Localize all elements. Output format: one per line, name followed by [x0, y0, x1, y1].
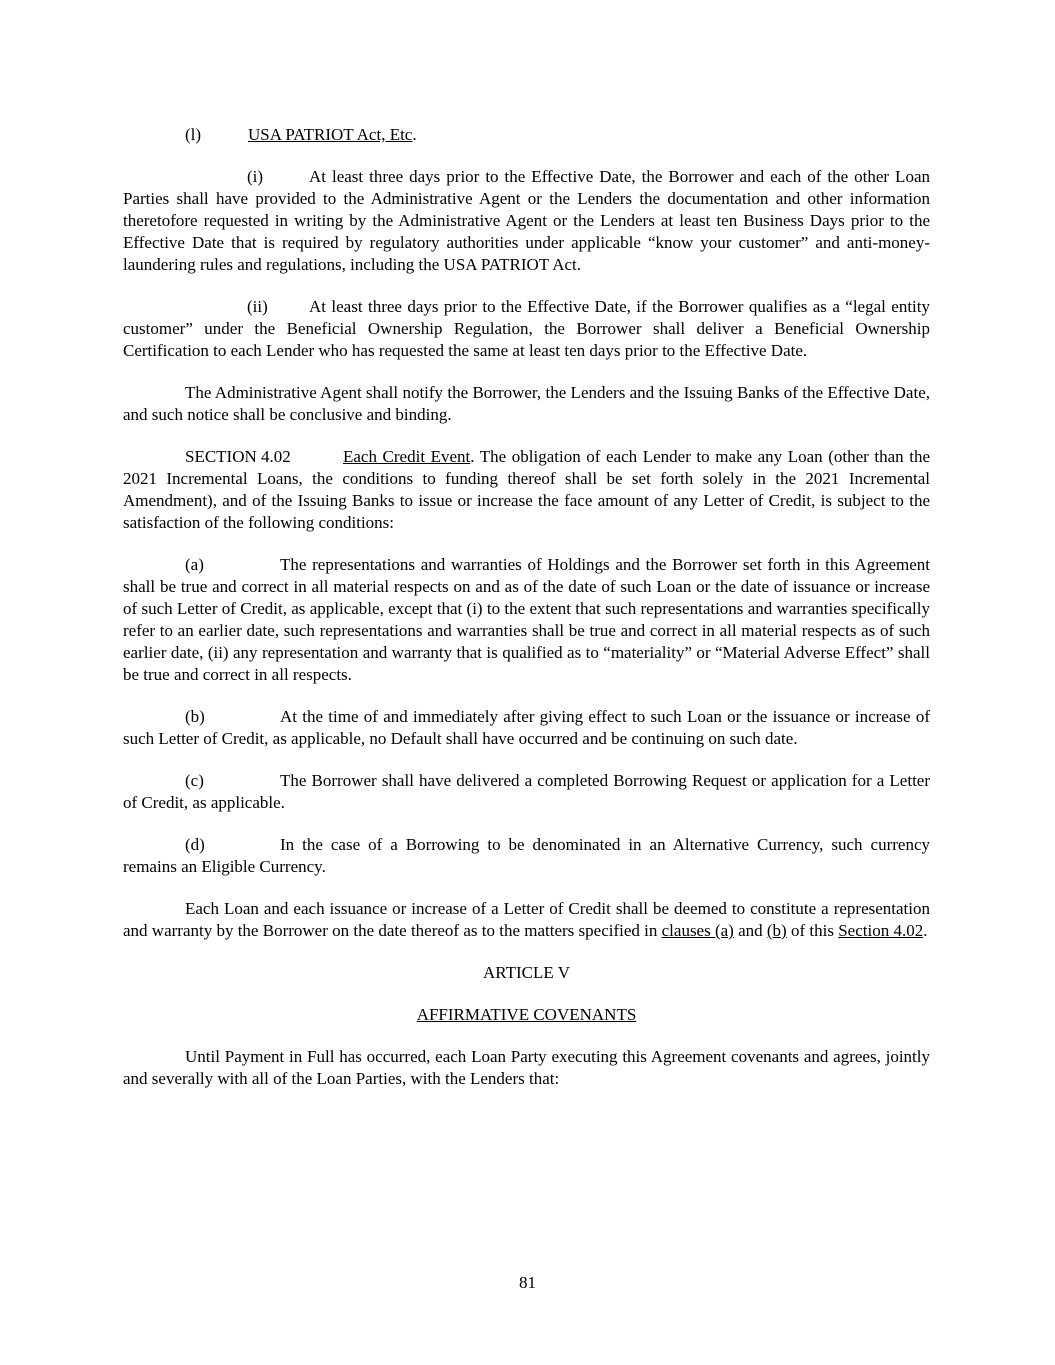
condition-a-label: (a) — [185, 555, 204, 574]
agent-notice-text: The Administrative Agent shall notify the Borrower, the Lenders and the Issuing Banks of the Effective Date, and such notice shall be conclusive and binding. — [123, 383, 930, 424]
document-content — [123, 124, 930, 1090]
agent-notice-paragraph — [123, 382, 930, 426]
condition-d-paragraph — [123, 834, 930, 878]
section-4-02-paragraph — [123, 446, 930, 534]
clause-l-heading — [123, 124, 930, 146]
clause-l-title-period: . — [412, 125, 417, 144]
condition-c-text: The Borrower shall have delivered a completed Borrowing Request or application for a Letter of Credit, as applicable. — [123, 771, 930, 812]
clause-l-i-text: At least three days prior to the Effective Date, the Borrower and each of the other Loan Parties shall have provided to the Administrative Agent or the Lenders the documentation and other information theretofore requested in writing by the Administrative Agent or the Lenders at least ten Business Days prior to the Effective Date that is required by regulatory authorities under applicable “know your customer” and anti-money-laundering rules and regulations, including the USA PATRIOT Act. — [123, 167, 930, 274]
cross-reference-section-4-02: Section 4.02 — [838, 921, 924, 940]
until-payment-paragraph — [123, 1046, 930, 1090]
clause-l-ii-paragraph — [123, 296, 930, 362]
clause-l-i-paragraph — [123, 166, 930, 276]
condition-a-text: The representations and warranties of Holdings and the Borrower set forth in this Agreement shall be true and correct in all material respects on and as of the date of such Loan or the date of issuance or increase of such Letter of Credit, as applicable, except that (i) to the extent that such representations and warranties specifically refer to an earlier date, such representations and warranties shall be true and correct in all material respects as of such earlier date, (ii) any representation and warranty that is qualified as to “materiality” or “Material Adverse Effect” shall be true and correct in all respects. — [123, 555, 930, 684]
condition-d-text: In the case of a Borrowing to be denominated in an Alternative Currency, such currency remains an Eligible Currency. — [123, 835, 930, 876]
section-4-02-label: SECTION 4.02 — [185, 447, 291, 466]
deemed-representation-text-3: of this — [786, 921, 839, 940]
cross-reference-clause-b: (b) — [766, 921, 787, 940]
deemed-representation-text-4: . — [923, 921, 928, 940]
section-4-02-text: . The obligation of each Lender to make any Loan (other than the 2021 Incremental Loans, the conditions to funding thereof shall be set forth solely in the 2021 Incremental Amendment), and of the Issuing Banks to issue or increase the face amount of any Letter of Credit, is subject to the satisfaction of the following conditions: — [123, 447, 930, 532]
page-number: 81 — [519, 1273, 536, 1292]
clause-l-label: (l) — [185, 125, 202, 144]
condition-a-paragraph — [123, 554, 930, 686]
condition-c-paragraph — [123, 770, 930, 814]
clause-l-title: USA PATRIOT Act, Etc — [248, 125, 413, 144]
article-v-heading-text: ARTICLE V — [483, 963, 570, 982]
cross-reference-clauses-a: clauses (a) — [661, 921, 734, 940]
clause-l-ii-label: (ii) — [247, 297, 268, 316]
deemed-representation-text-2: and — [733, 921, 767, 940]
article-v-heading — [123, 962, 930, 984]
clause-l-ii-text: At least three days prior to the Effective Date, if the Borrower qualifies as a “legal entity customer” under the Beneficial Ownership Regulation, the Borrower shall deliver a Beneficial Ownership Certification to each Lender who has requested the same at least ten days prior to the Effective Date. — [123, 297, 930, 360]
section-4-02-title: Each Credit Event — [343, 447, 471, 466]
condition-d-label: (d) — [185, 835, 205, 854]
deemed-representation-text-1: Each Loan and each issuance or increase of a Letter of Credit shall be deemed to constitute a representation and warranty by the Borrower on the date thereof as to the matters specified in — [123, 899, 930, 940]
condition-c-label: (c) — [185, 771, 204, 790]
condition-b-paragraph — [123, 706, 930, 750]
condition-b-label: (b) — [185, 707, 205, 726]
deemed-representation-paragraph — [123, 898, 930, 942]
condition-b-text: At the time of and immediately after giving effect to such Loan or the issuance or increase of such Letter of Credit, as applicable, no Default shall have occurred and be continuing on such date. — [123, 707, 930, 748]
clause-l-i-label: (i) — [247, 167, 264, 186]
affirmative-covenants-title-text: AFFIRMATIVE COVENANTS — [416, 1005, 637, 1024]
affirmative-covenants-heading — [123, 1004, 930, 1026]
until-payment-text: Until Payment in Full has occurred, each Loan Party executing this Agreement covenants and agrees, jointly and severally with all of the Loan Parties, with the Lenders that: — [123, 1047, 930, 1088]
